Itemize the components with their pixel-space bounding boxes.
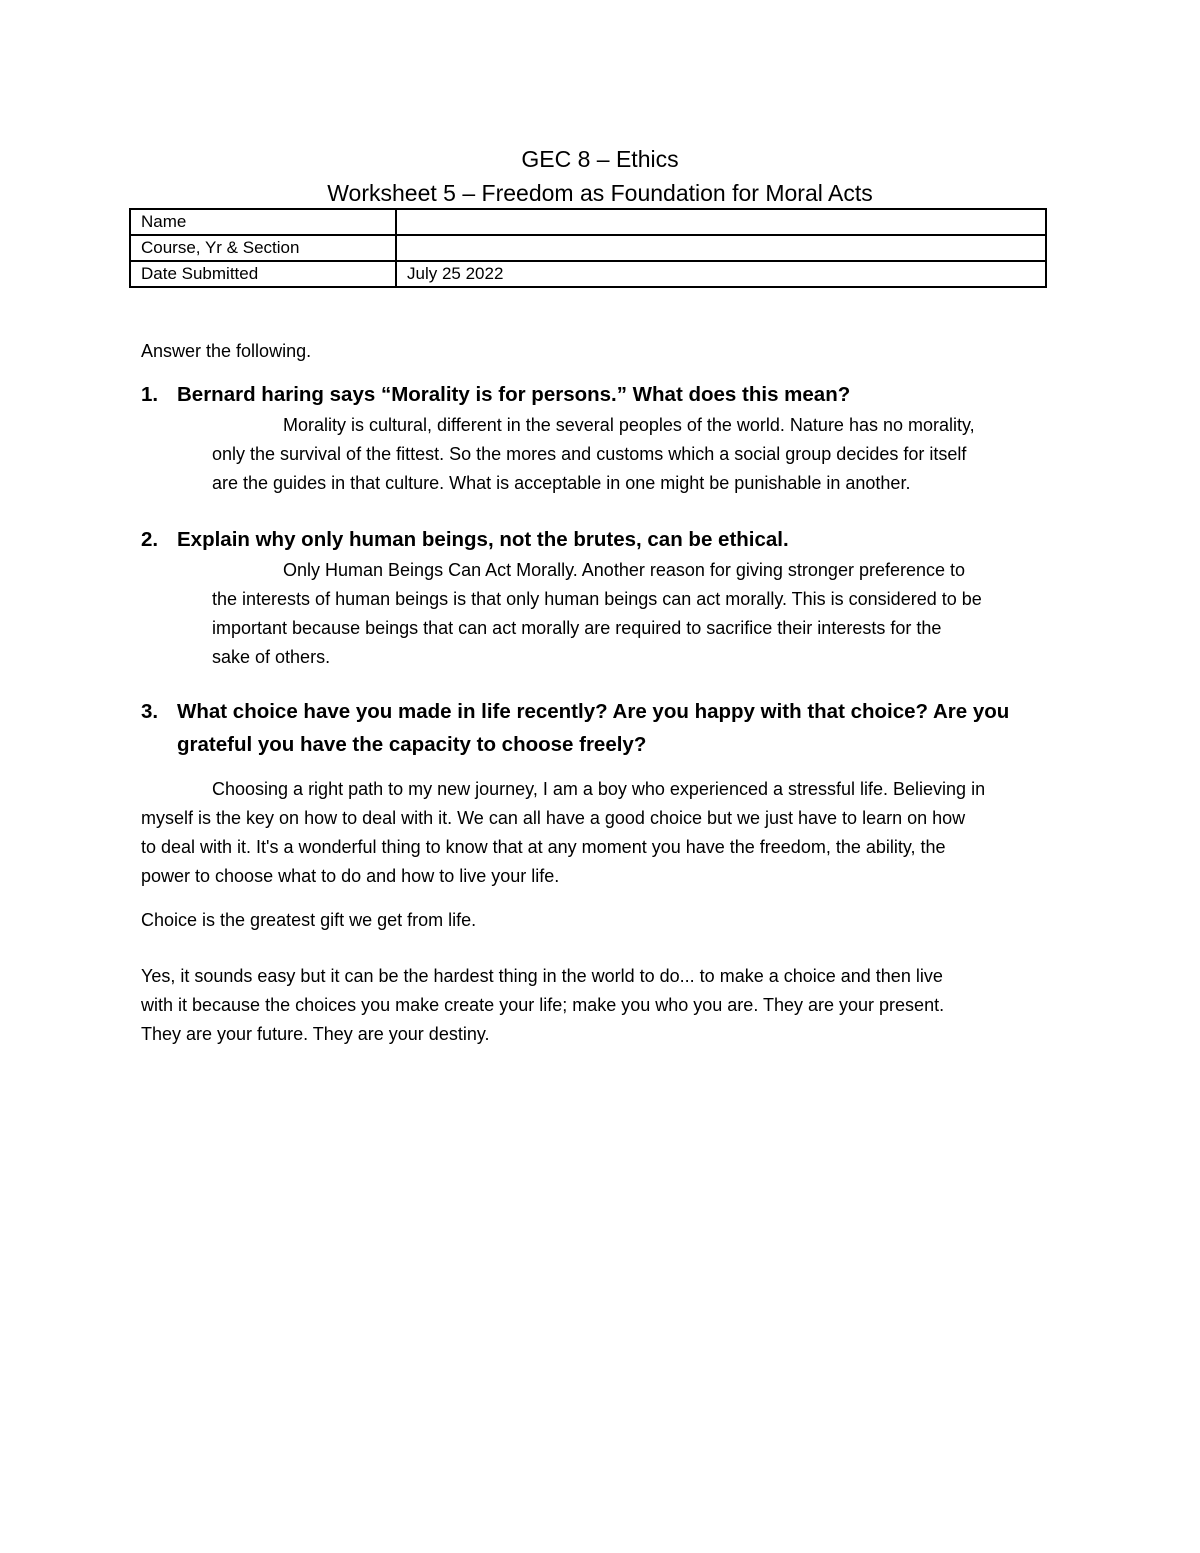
answer-2-line-4: sake of others. <box>212 647 331 667</box>
answer-1-line-2: only the survival of the fittest. So the mores and customs which a social group decides for itself <box>212 444 967 464</box>
answer-1-line-1: Morality is cultural, different in the several peoples of the world. Nature has no morality, <box>283 415 975 435</box>
answer-3-p3-line-2: with it because the choices you make create your life; make you who you are. They are your present. <box>141 995 945 1015</box>
answer-2-line-2: the interests of human beings is that only human beings can act morally. This is considered to be <box>212 589 982 609</box>
table-row <box>130 209 1046 235</box>
answer-3-p3-line-3: They are your future. They are your destiny. <box>141 1024 490 1044</box>
question-text-line-2: grateful you have the capacity to choose freely? <box>177 733 647 756</box>
table-row <box>130 235 1046 261</box>
date-submitted-value: July 25 2022 <box>396 261 1046 287</box>
answer-3-p1-line-1: Choosing a right path to my new journey, I am a boy who experienced a stressful life. Believing in <box>212 779 986 799</box>
name-value <box>396 209 1046 235</box>
answer-3-p2-line-1: Choice is the greatest gift we get from life. <box>141 910 477 930</box>
answer-3-p1-line-3: to deal with it. It's a wonderful thing to know that at any moment you have the freedom, the ability, the <box>141 837 946 857</box>
answer-1-line-3: are the guides in that culture. What is acceptable in one might be punishable in another. <box>212 473 911 493</box>
student-info-table <box>129 208 1047 288</box>
answer-2-line-3: important because beings that can act morally are required to sacrifice their interests for the <box>212 618 942 638</box>
answer-3-p3-line-1: Yes, it sounds easy but it can be the hardest thing in the world to do... to make a choice and then live <box>141 966 943 986</box>
question-text-line-1: What choice have you made in life recently? Are you happy with that choice? Are you <box>177 700 1010 723</box>
question-text: Bernard haring says “Morality is for persons.” What does this mean? <box>177 383 851 406</box>
instructions: Answer the following. <box>141 341 312 361</box>
course-title: GEC 8 – Ethics <box>521 146 679 172</box>
question-number: 2. <box>141 528 159 551</box>
question-number: 1. <box>141 383 159 406</box>
answer-2-line-1: Only Human Beings Can Act Morally. Another reason for giving stronger preference to <box>283 560 966 580</box>
question-text: Explain why only human beings, not the brutes, can be ethical. <box>177 528 789 551</box>
worksheet-title: Worksheet 5 – Freedom as Foundation for Moral Acts <box>327 180 873 206</box>
answer-3-p1-line-2: myself is the key on how to deal with it. We can all have a good choice but we just have to learn on how <box>141 808 966 828</box>
course-section-label: Course, Yr & Section <box>130 235 396 261</box>
date-submitted-label: Date Submitted <box>130 261 396 287</box>
name-label: Name <box>130 209 396 235</box>
course-section-value <box>396 235 1046 261</box>
answer-3-p1-line-4: power to choose what to do and how to live your life. <box>141 866 560 886</box>
question-number: 3. <box>141 700 159 723</box>
table-row <box>130 261 1046 287</box>
